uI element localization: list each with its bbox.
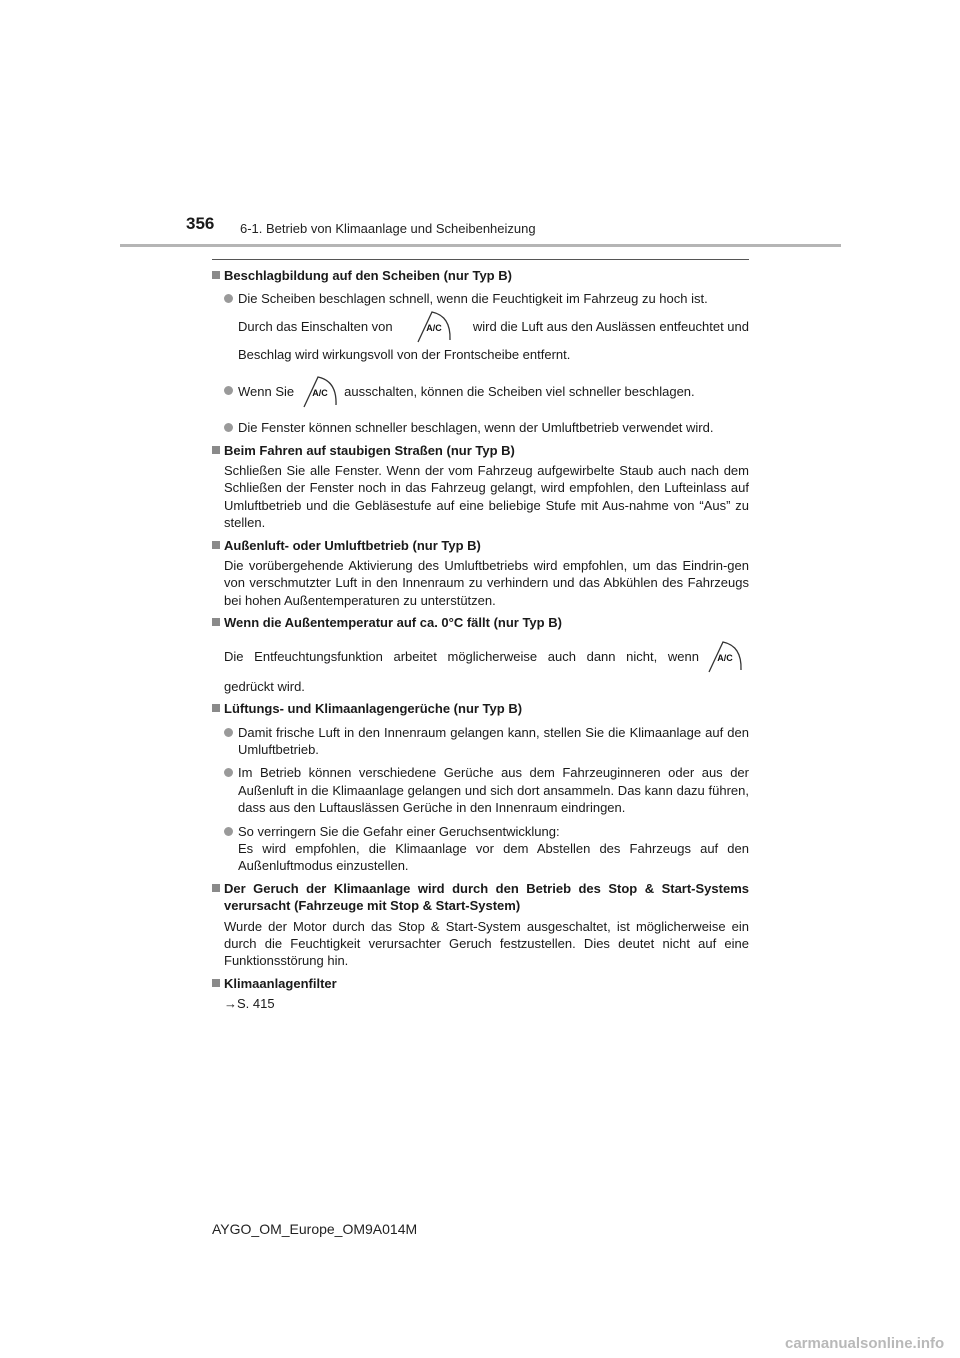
square-bullet-icon [212, 541, 220, 549]
section-text: Die vorübergehende Aktivierung des Umluftbetriebs wird empfohlen, um das Eindrin-gen von verschmutzter Luft in den Innenraum zu verhindern und das Abkühlen des Fahrzeugs bei hohen Außentemperaturen zu unterstützen. [224, 558, 749, 608]
round-bullet-icon [224, 423, 233, 432]
ac-button-icon [414, 310, 452, 344]
list-item: Die Scheiben beschlagen schnell, wenn die Feuchtigkeit im Fahrzeug zu hoch ist. Durch das Einschalten von A/C wird die Luft aus den Auslässen entfeuchtet und Beschlag wird wirkungsvoll von der Frontscheibe entfernt. [212, 290, 749, 363]
section-heading: Beschlagbildung auf den Scheiben (nur Typ B) [212, 267, 749, 284]
watermark: carmanualsonline.info [785, 1335, 945, 1352]
section-heading: Außenluft- oder Umluftbetrieb (nur Typ B) [212, 537, 749, 554]
round-bullet-icon [224, 768, 233, 777]
section-ac-filter [212, 975, 749, 1013]
round-bullet-icon [224, 294, 233, 303]
section-heading: Lüftungs- und Klimaanlagengerüche (nur Typ B) [212, 700, 749, 717]
content-rule [212, 259, 749, 260]
section-fogging [212, 267, 749, 437]
list-item: Damit frische Luft in den Innenraum gelangen kann, stellen Sie die Klimaanlage auf den Umluftbetrieb. [212, 724, 749, 759]
svg-text:A/C: A/C [717, 652, 733, 663]
section-dusty-roads [212, 442, 749, 532]
svg-text:A/C: A/C [426, 322, 442, 333]
ac-button-icon [300, 375, 338, 409]
section-stop-start-odor [212, 880, 749, 970]
list-item: So verringern Sie die Gefahr einer Geruchsentwicklung: Es wird empfohlen, die Klimaanlage vor dem Abstellen des Fahrzeugs auf den Außenluftmodus einzustellen. [212, 823, 749, 875]
chapter-title: 6-1. Betrieb von Klimaanlage und Scheibenheizung [240, 221, 536, 236]
section-low-temperature [212, 614, 749, 695]
section-heading: Beim Fahren auf staubigen Straßen (nur Typ B) [212, 442, 749, 459]
square-bullet-icon [212, 704, 220, 712]
square-bullet-icon [212, 979, 220, 987]
square-bullet-icon [212, 618, 220, 626]
page-content [212, 262, 749, 1013]
square-bullet-icon [212, 446, 220, 454]
section-heading: Wenn die Außentemperatur auf ca. 0°C fällt (nur Typ B) [212, 614, 749, 631]
page-number: 356 [186, 214, 215, 233]
section-odors [212, 700, 749, 875]
round-bullet-icon [224, 827, 233, 836]
section-recirculation [212, 537, 749, 610]
section-heading: Klimaanlagenfilter [212, 975, 749, 992]
header-rule [120, 244, 841, 247]
square-bullet-icon [212, 271, 220, 279]
section-text: Wurde der Motor durch das Stop & Start-System ausgeschaltet, ist möglicherweise ein durch die Feuchtigkeit verursachter Geruch festzustellen. Dies deutet nicht auf eine Funktionsstörung hin. [224, 918, 749, 969]
section-heading: Der Geruch der Klimaanlage wird durch den Betrieb des Stop & Start-Systems verursacht (Fahrzeuge mit Stop & Start-System) [212, 880, 749, 915]
list-item: Die Fenster können schneller beschlagen, wenn der Umluftbetrieb verwendet wird. [212, 419, 749, 436]
ac-button-icon [705, 640, 743, 674]
section-text: Schließen Sie alle Fenster. Wenn der vom Fahrzeug aufgewirbelte Staub auch nach dem Schließen der Fenster noch in das Fahrzeug gelangt, wird empfohlen, den Lufteinlass auf Umluftbetrieb und die Gebläsestufe auf eine beliebige Stufe mit Aus-nahme von “Aus” zu stellen. [224, 463, 749, 531]
list-item: Im Betrieb können verschiedene Gerüche aus dem Fahrzeuginneren oder aus der Außenluft in die Klimaanlage gelangen und sich dort ansammeln. Das kann dazu führen, dass aus den Luftauslässen Gerüche in den Innenraum eindringen. [212, 764, 749, 816]
list-item: Wenn Sie A/C ausschalten, können die Scheiben viel schneller beschlagen. [212, 373, 749, 411]
section-text: Die Entfeuchtungsfunktion arbeitet möglicherweise auch dann nicht, wenn A/C gedrückt wird. [212, 638, 749, 695]
page-reference-link[interactable]: →S. 415 [224, 996, 275, 1012]
svg-text:A/C: A/C [312, 388, 328, 399]
round-bullet-icon [224, 386, 233, 395]
round-bullet-icon [224, 728, 233, 737]
square-bullet-icon [212, 884, 220, 892]
document-id: AYGO_OM_Europe_OM9A014M [212, 1221, 418, 1237]
